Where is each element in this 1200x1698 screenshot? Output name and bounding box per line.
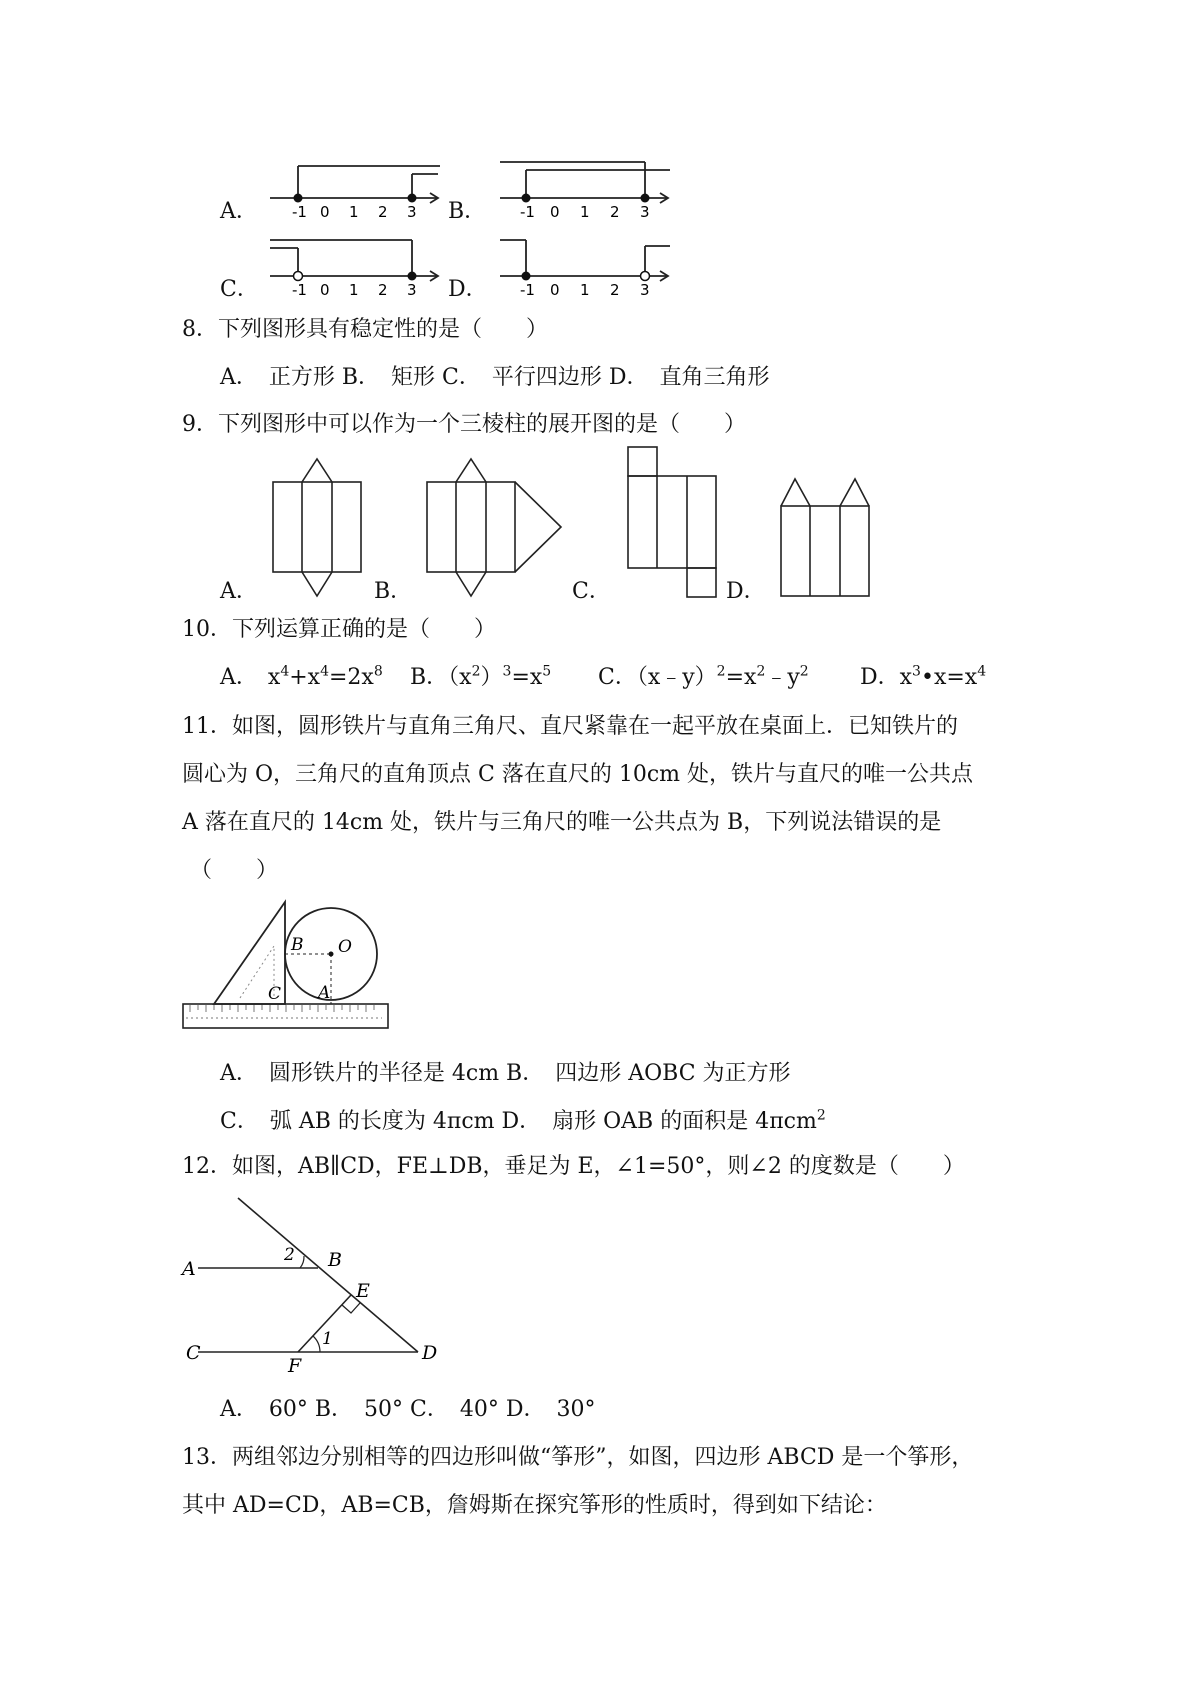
tick-label: 3: [407, 203, 417, 221]
tick-label: 1: [580, 281, 590, 299]
prism-net-c: [627, 446, 723, 600]
figure-label-c: C: [186, 1342, 201, 1364]
number-line-d: [500, 228, 680, 308]
figure-label-a: A: [182, 1258, 196, 1280]
number-line-b: [500, 150, 680, 230]
tick-label: -1: [292, 281, 307, 299]
q12-figure-parallel-lines: [182, 1196, 442, 1377]
q11-stem-line-1: 11．如图，圆形铁片与直角三角尺、直尺紧靠在一起平放在桌面上．已知铁片的: [182, 714, 958, 739]
figure-label-e: E: [356, 1280, 370, 1302]
prism-net-b: [426, 458, 566, 600]
tick-label: 3: [640, 281, 650, 299]
prism-net-a: [272, 458, 368, 600]
number-line-c: [270, 228, 450, 308]
q10-option-d: D．$x^3•x=x^4$: [860, 663, 987, 690]
figure-label-d: D: [422, 1342, 438, 1364]
tick-label: -1: [520, 203, 535, 221]
q11-options-line-2: C． 弧 AB 的长度为 4πcm D． 扇形 OAB 的面积是 4πcm$^2$: [220, 1107, 826, 1134]
tick-label: 0: [320, 281, 330, 299]
q13-stem-line-1: 13．两组邻边分别相等的四边形叫做“筝形”，如图，四边形 ABCD 是一个筝形，: [182, 1445, 974, 1470]
tick-label: -1: [520, 281, 535, 299]
tick-label: 1: [580, 203, 590, 221]
q9-option-a-label: A．: [220, 579, 258, 604]
figure-label-1: 1: [322, 1329, 333, 1349]
tick-label: 2: [610, 203, 620, 221]
q7-option-c-label: C．: [220, 277, 259, 302]
q8-stem: 8．下列图形具有稳定性的是（ ）: [182, 317, 548, 342]
tick-label: 0: [550, 281, 560, 299]
q11-stem-line-2: 圆心为 O，三角尺的直角顶点 C 落在直尺的 10cm 处，铁片与直尺的唯一公共点: [182, 762, 974, 787]
q11-stem-line-4: （ ）: [190, 858, 279, 883]
tick-label: 1: [349, 281, 359, 299]
q9-stem: 9．下列图形中可以作为一个三棱柱的展开图的是（ ）: [182, 412, 746, 437]
q11-options-line-1: A． 圆形铁片的半径是 4cm B． 四边形 AOBC 为正方形: [220, 1061, 791, 1086]
q9-option-d-label: D．: [726, 579, 766, 604]
tick-label: 3: [407, 281, 417, 299]
tick-label: 2: [378, 281, 388, 299]
q9-option-c-label: C．: [572, 579, 611, 604]
figure-label-c: C: [268, 984, 282, 1004]
prism-net-d: [780, 476, 876, 600]
tick-label: 0: [320, 203, 330, 221]
tick-label: 3: [640, 203, 650, 221]
q12-options: A． 60° B． 50° C． 40° D． 30°: [220, 1397, 596, 1422]
figure-label-b: B: [328, 1249, 342, 1271]
number-line-a: [270, 150, 450, 230]
tick-label: -1: [292, 203, 307, 221]
figure-label-f: F: [288, 1355, 302, 1377]
figure-label-2: 2: [284, 1245, 295, 1265]
q10-option-b: B．$(x^2)^3=x^5$: [410, 663, 552, 690]
figure-label-a: A: [318, 983, 331, 1003]
q10-option-c: C．$(x﹣y)^2=x^2﹣y^2$: [598, 663, 809, 690]
q13-stem-line-2: 其中 AD=CD，AB=CB，詹姆斯在探究筝形的性质时，得到如下结论：: [182, 1493, 887, 1518]
tick-label: 2: [378, 203, 388, 221]
q11-stem-line-3: A 落在直尺的 14cm 处，铁片与三角尺的唯一公共点为 B，下列说法错误的是: [182, 810, 942, 835]
q9-option-b-label: B．: [374, 579, 413, 604]
q7-option-a-label: A．: [220, 199, 258, 224]
q7-option-d-label: D．: [448, 277, 488, 302]
q10-option-a: A． $x^4+x^4=2x^8$: [220, 663, 383, 690]
tick-label: 2: [610, 281, 620, 299]
tick-label: 1: [349, 203, 359, 221]
q10-stem: 10．下列运算正确的是（ ）: [182, 617, 496, 642]
q8-options: A． 正方形 B． 矩形 C． 平行四边形 D． 直角三角形: [220, 365, 770, 390]
q12-stem: 12．如图，AB∥CD，FE⊥DB，垂足为 E，∠1=50°，则∠2 的度数是（ ）: [182, 1154, 965, 1179]
figure-label-b: B: [291, 935, 304, 955]
figure-label-o: O: [338, 937, 352, 957]
tick-label: 0: [550, 203, 560, 221]
q7-option-b-label: B．: [448, 199, 487, 224]
q11-figure-ruler-triangle-circle: [182, 900, 392, 1036]
